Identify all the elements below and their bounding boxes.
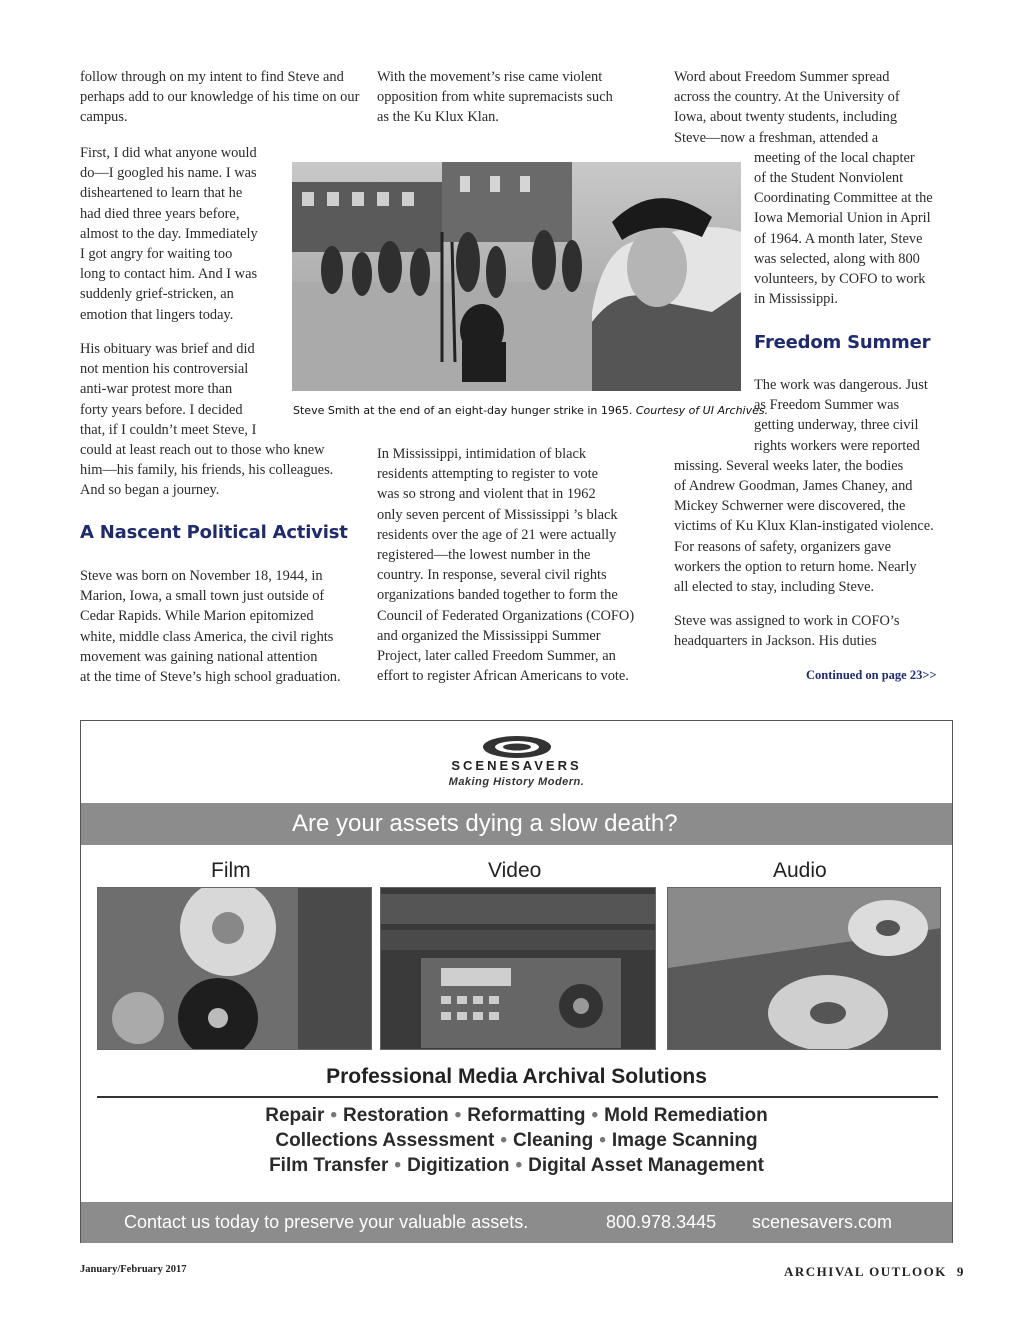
- column-1-p2: [80, 143, 280, 325]
- ad-brand: SCENESAVERS: [451, 758, 582, 773]
- text-line: do—I googled his name. I was: [80, 165, 257, 182]
- ad-website[interactable]: scenesavers.com: [752, 1212, 893, 1232]
- text-line: and organized the Mississippi Summer: [377, 627, 601, 644]
- text-line: Iowa, about twenty students, including: [674, 109, 898, 126]
- text-line: of Andrew Goodman, James Chaney, and: [674, 478, 913, 495]
- text-line: residents attempting to register to vote: [377, 466, 599, 483]
- text-line: in Mississippi.: [754, 291, 838, 308]
- service-item: Film Transfer: [269, 1155, 389, 1176]
- heading-freedom-summer: Freedom Summer: [754, 332, 931, 353]
- text-line: not mention his controversial: [80, 361, 249, 378]
- text-line: For reasons of safety, organizers gave: [674, 538, 891, 555]
- ad-phone[interactable]: 800.978.3445: [606, 1212, 717, 1232]
- services-row-2: Collections Assessment • Cleaning • Image Scanning: [275, 1130, 758, 1151]
- text-line: workers the option to return home. Nearly: [674, 558, 917, 575]
- text-line: was so strong and violent that in 1962: [377, 486, 596, 503]
- text-line: at the time of Steve’s high school graduation.: [80, 669, 341, 686]
- text-line: I got angry for waiting too: [80, 246, 233, 263]
- video-deck-image: [380, 887, 656, 1050]
- services-row-1: Repair • Restoration • Reformatting • Mold Remediation: [265, 1105, 768, 1126]
- text-line: emotion that lingers today.: [80, 306, 234, 323]
- text-line: Iowa Memorial Union in April: [754, 210, 931, 227]
- text-line: With the movement’s rise came violent: [377, 69, 603, 85]
- column-3-p2: [674, 375, 964, 597]
- text-line: Coordinating Committee at the: [754, 190, 933, 207]
- text-line: rights workers were reported: [754, 437, 920, 454]
- text-line: was selected, along with 800: [754, 250, 920, 267]
- ad-headline: Are your assets dying a slow death?: [81, 803, 952, 845]
- text-line: long to contact him. And I was: [80, 266, 258, 283]
- text-line: getting underway, three civil: [754, 417, 919, 434]
- text-line: of 1964. A month later, Steve: [754, 230, 923, 247]
- column-3-p1: [674, 67, 964, 309]
- text-line: Project, later called Freedom Summer, an: [377, 648, 616, 665]
- service-item: Image Scanning: [611, 1130, 758, 1151]
- service-item: Restoration: [343, 1105, 449, 1126]
- service-item: Collections Assessment: [275, 1130, 495, 1151]
- text-line: First, I did what anyone would: [80, 145, 257, 161]
- text-line: missing. Several weeks later, the bodies: [674, 457, 904, 474]
- text-line: headquarters in Jackson. His duties: [674, 633, 877, 650]
- page-number: 9: [956, 1264, 964, 1279]
- service-item: Cleaning: [513, 1130, 594, 1151]
- text-line: only seven percent of Mississippi ’s black: [377, 506, 618, 523]
- text-line: could at least reach out to those who knew: [80, 442, 325, 459]
- text-line: white, middle class America, the civil rights: [80, 628, 334, 645]
- continued-link[interactable]: Continued on page 23>>: [806, 668, 937, 682]
- caption-text: Steve Smith at the end of an eight-day hunger strike in 1965.: [293, 404, 636, 417]
- text-line: volunteers, by COFO to work: [754, 271, 926, 288]
- text-line: The work was dangerous. Just: [754, 377, 928, 393]
- text-line: across the country. At the University of: [674, 89, 900, 106]
- text-line: Mickey Schwerner were discovered, the: [674, 498, 906, 515]
- text-line: And so began a journey.: [80, 482, 220, 499]
- caption-credit: Courtesy of UI Archives.: [635, 404, 769, 417]
- scenesavers-ad[interactable]: [80, 720, 953, 1243]
- text-line: disheartened to learn that he: [80, 185, 243, 202]
- text-line: almost to the day. Immediately: [80, 225, 258, 242]
- column-2-p1: [377, 67, 657, 128]
- text-line: country. In response, several civil rights: [377, 567, 607, 584]
- text-line: Cedar Rapids. While Marion epitomized: [80, 608, 314, 625]
- ad-label-video: Video: [488, 859, 542, 882]
- text-line: Word about Freedom Summer spread: [674, 69, 890, 85]
- ad-label-film: Film: [211, 859, 251, 882]
- column-3-p3: [674, 611, 964, 651]
- text-line: of the Student Nonviolent: [754, 170, 904, 187]
- text-line: meeting of the local chapter: [754, 149, 915, 166]
- text-line: effort to register African Americans to vote.: [377, 668, 629, 685]
- paragraph: follow through on my intent to find Steve and perhaps add to our knowledge of his time on our campus.: [80, 69, 360, 126]
- column-2-p2: [377, 444, 667, 686]
- text-line: movement was gaining national attention: [80, 648, 318, 665]
- text-line: had died three years before,: [80, 205, 240, 222]
- ad-label-audio: Audio: [773, 859, 827, 882]
- audio-reel-image: [667, 887, 941, 1050]
- ad-divider: [97, 1096, 938, 1098]
- ad-tagline: Making History Modern.: [448, 776, 585, 788]
- ad-contact-text: Contact us today to preserve your valuable assets.: [124, 1212, 529, 1232]
- text-line: In Mississippi, intimidation of black: [377, 446, 587, 462]
- text-line: that, if I couldn’t meet Steve, I: [80, 421, 257, 438]
- film-reel-image: [97, 887, 372, 1050]
- text-line: all elected to stay, including Steve.: [674, 579, 875, 596]
- text-line: victims of Ku Klux Klan-instigated violence.: [674, 518, 934, 535]
- text-line: opposition from white supremacists such: [377, 89, 613, 106]
- service-item: Digital Asset Management: [528, 1155, 764, 1176]
- text-line: as Freedom Summer was: [754, 397, 900, 414]
- text-line: suddenly grief-stricken, an: [80, 286, 234, 303]
- service-item: Digitization: [407, 1155, 510, 1176]
- ad-subhead: Professional Media Archival Solutions: [326, 1065, 707, 1088]
- text-line: registered—the lowest number in the: [377, 547, 591, 564]
- services-row-3: Film Transfer • Digitization • Digital Asset Management: [269, 1155, 764, 1176]
- publication-name: ARCHIVAL OUTLOOK: [784, 1264, 947, 1279]
- text-line: him—his family, his friends, his colleagues.: [80, 462, 334, 479]
- service-item: Mold Remediation: [604, 1105, 768, 1126]
- text-line: Steve was assigned to work in COFO’s: [674, 613, 900, 629]
- text-line: organizations banded together to form the: [377, 587, 618, 604]
- text-line: His obituary was brief and did: [80, 341, 255, 357]
- column-1-p1: [80, 67, 370, 128]
- text-line: forty years before. I decided: [80, 401, 243, 418]
- heading-nascent-activist: A Nascent Political Activist: [80, 522, 348, 543]
- text-line: residents over the age of 21 were actually: [377, 526, 617, 543]
- ad-contact-band: [81, 1202, 952, 1243]
- column-1-p4: [80, 566, 370, 687]
- footer-date: January/February 2017: [80, 1264, 187, 1275]
- service-item: Repair: [265, 1105, 325, 1126]
- text-line: Steve—now a freshman, attended a: [674, 129, 879, 146]
- text-line: Steve was born on November 18, 1944, in: [80, 568, 323, 584]
- text-line: Council of Federated Organizations (COFO): [377, 607, 635, 624]
- footer-publication: [784, 1264, 963, 1280]
- service-item: Reformatting: [467, 1105, 586, 1126]
- text-line: anti-war protest more than: [80, 381, 233, 398]
- text-line: Marion, Iowa, a small town just outside of: [80, 588, 325, 605]
- text-line: as the Ku Klux Klan.: [377, 109, 499, 126]
